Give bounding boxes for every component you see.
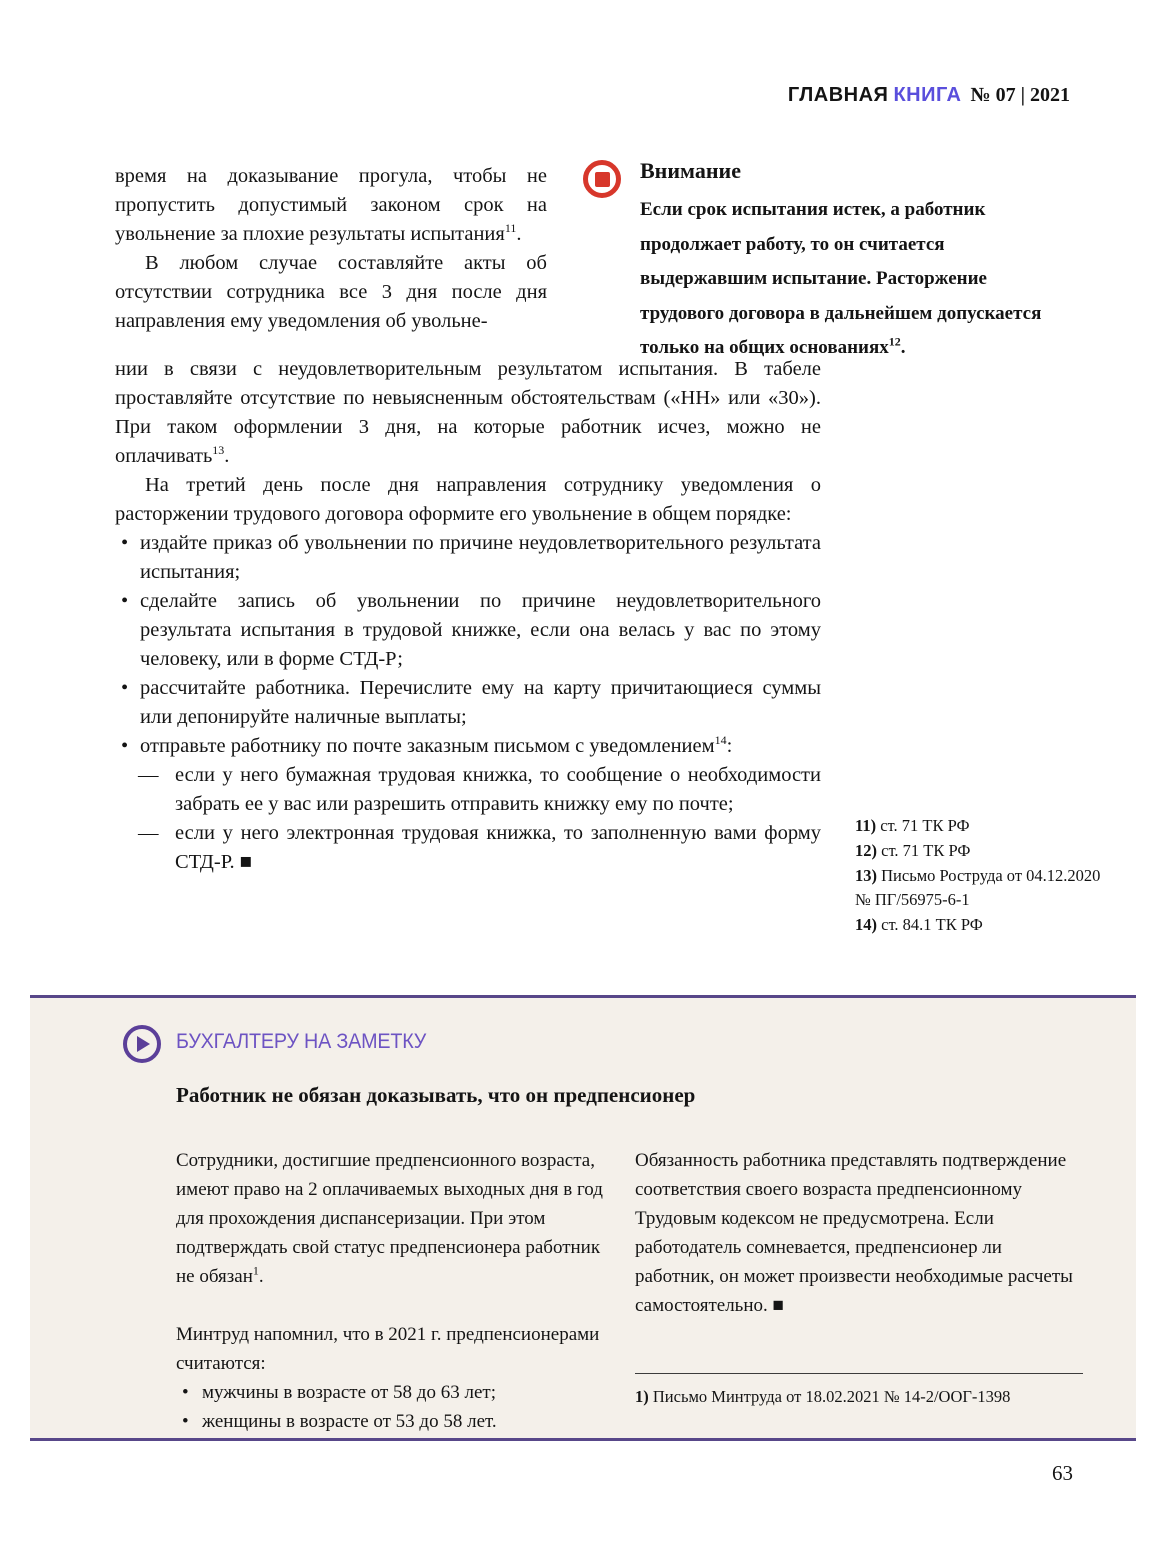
attention-text bbox=[640, 193, 1075, 366]
footnote-ref: 14 bbox=[714, 733, 727, 748]
list-item-tail: : bbox=[726, 735, 733, 757]
sidenote-number: 12) bbox=[855, 841, 877, 860]
magazine-title-accent: КНИГА bbox=[893, 84, 962, 106]
sidenote-text: ст. 71 ТК РФ bbox=[880, 816, 970, 835]
paragraph bbox=[115, 249, 547, 336]
list-item bbox=[140, 587, 821, 674]
list-item-text: рассчитайте работника. Перечислите ему на карту причитающиеся суммы или депонируйте наличные выплаты; bbox=[140, 677, 821, 728]
list-item bbox=[140, 674, 821, 732]
page-header bbox=[788, 84, 1070, 107]
footnote-ref: 12 bbox=[888, 334, 901, 349]
sidenote-number: 13) bbox=[855, 866, 877, 885]
paragraph-text: В любом случае составляйте акты об отсутствии сотрудника все 3 дня после дня направления ему уведомления об увольне- bbox=[115, 252, 547, 332]
footnote-ref: 1 bbox=[252, 1263, 259, 1278]
attention-box bbox=[583, 158, 1075, 366]
note-title: Работник не обязан доказывать, что он предпенсионер bbox=[176, 1083, 696, 1107]
paragraph-tail: . bbox=[516, 223, 522, 245]
sidenote bbox=[855, 864, 1105, 912]
attention-body-text: Если срок испытания истек, а работник продолжает работу, то он считается выдержавшим испытание. Расторжение трудового договора в дальнейшем допускается только на общих основаниях bbox=[640, 199, 1042, 358]
list-item bbox=[140, 732, 821, 877]
note-section-label: БУХГАЛТЕРУ НА ЗАМЕТКУ bbox=[176, 1030, 427, 1053]
footnote-text bbox=[635, 1386, 1083, 1408]
list-item-text: женщины в возрасте от 53 до 58 лет. bbox=[202, 1411, 497, 1432]
play-icon-triangle bbox=[137, 1036, 150, 1052]
footnote-number: 1) bbox=[635, 1387, 649, 1406]
list-item-text: сделайте запись об увольнении по причине неудовлетворительного результата испытания в трудовой книжке, если она велась у вас по этому человеку, или в форме СТД-Р; bbox=[140, 590, 821, 670]
paragraph bbox=[115, 355, 821, 471]
list-item bbox=[202, 1378, 614, 1407]
paragraph-text: Минтруд напомнил, что в 2021 г. предпенсионерами считаются: bbox=[176, 1324, 600, 1374]
sub-list-item bbox=[175, 761, 821, 819]
magazine-title: ГЛАВНАЯ bbox=[787, 84, 889, 106]
sub-list-item-text: если у него бумажная трудовая книжка, то сообщение о необходимости забрать ее у вас или разрешить отправить книжку ему по почте; bbox=[175, 764, 821, 815]
attention-content bbox=[640, 158, 1075, 366]
attention-stop-icon bbox=[583, 160, 621, 198]
footnote-divider bbox=[635, 1373, 1083, 1374]
article-narrow-column bbox=[115, 162, 547, 336]
paragraph-text: Обязанность работника представлять подтверждение соответствия своего возраста предпенсионному Трудовым кодексом не предусмотрена. Если работодатель сомневается, предпенсионер ли работник, он может произвести необходимые расчеты самостоятельно. ■ bbox=[635, 1150, 1073, 1316]
footnote-ref: 13 bbox=[212, 443, 225, 458]
paragraph bbox=[115, 162, 547, 249]
attention-stop-icon-square bbox=[595, 172, 610, 187]
paragraph bbox=[635, 1146, 1083, 1320]
footnote-ref: 11 bbox=[504, 221, 517, 236]
note-left-column bbox=[176, 1146, 614, 1436]
list-item bbox=[140, 529, 821, 587]
page-number: 63 bbox=[1052, 1461, 1073, 1485]
sidenote-references bbox=[855, 814, 1105, 938]
sidenote-text: ст. 71 ТК РФ bbox=[881, 841, 971, 860]
paragraph bbox=[115, 471, 821, 529]
paragraph-tail: . bbox=[224, 445, 230, 467]
sidenote bbox=[855, 913, 1105, 937]
sidenote-text: Письмо Роструда от 04.12.2020 № ПГ/56975-6-1 bbox=[855, 866, 1101, 909]
sidenote-text: ст. 84.1 ТК РФ bbox=[881, 915, 983, 934]
paragraph bbox=[176, 1320, 614, 1378]
article-wide-column bbox=[115, 355, 821, 877]
note-bullet-list bbox=[176, 1378, 614, 1436]
list-item-text: отправьте работнику по почте заказным письмом с уведомлением bbox=[140, 735, 715, 757]
bullet-list bbox=[115, 529, 821, 877]
paragraph bbox=[176, 1146, 614, 1291]
note-footnote bbox=[635, 1373, 1083, 1408]
accountant-note-box bbox=[30, 995, 1136, 1441]
sub-list-item bbox=[175, 819, 821, 877]
paragraph-text: Сотрудники, достигшие предпенсионного возраста, имеют право на 2 оплачиваемых выходных дня в год для прохождения диспансеризации. При этом подтверждать свой статус предпенсионера работник не обязан bbox=[176, 1150, 603, 1287]
list-item bbox=[202, 1407, 614, 1436]
attention-body-tail: . bbox=[900, 337, 906, 358]
paragraph-text: На третий день после дня направления сотруднику уведомления о расторжении трудового договора оформите его увольнение в общем порядке: bbox=[115, 474, 821, 525]
sidenote bbox=[855, 814, 1105, 838]
paragraph-text: время на доказывание прогула, чтобы не пропустить допустимый законом срок на увольнение за плохие результаты испытания bbox=[115, 165, 547, 245]
footnote-body: Письмо Минтруда от 18.02.2021 № 14-2/ООГ-1398 bbox=[652, 1387, 1011, 1406]
sidenote bbox=[855, 839, 1105, 863]
spacer bbox=[176, 1291, 614, 1320]
paragraph-text: нии в связи с неудовлетворительным результатом испытания. В табеле проставляйте отсутствие по невыясненным обстоятельствам («НН» или «30»). При таком оформлении 3 дня, на которые работник исчез, можно не оплачивать bbox=[115, 358, 821, 467]
sidenote-number: 11) bbox=[855, 816, 877, 835]
play-icon bbox=[123, 1025, 161, 1063]
sub-list-item-text: если у него электронная трудовая книжка, то заполненную вами форму СТД-Р. ■ bbox=[175, 822, 821, 873]
list-item-text: мужчины в возрасте от 58 до 63 лет; bbox=[202, 1382, 496, 1403]
note-right-column bbox=[635, 1146, 1083, 1320]
list-item-text: издайте приказ об увольнении по причине неудовлетворительного результата испытания; bbox=[140, 532, 821, 583]
paragraph-tail: . bbox=[258, 1266, 264, 1287]
sidenote-number: 14) bbox=[855, 915, 877, 934]
issue-number: № 07 | 2021 bbox=[970, 84, 1070, 106]
attention-title: Внимание bbox=[640, 158, 741, 183]
